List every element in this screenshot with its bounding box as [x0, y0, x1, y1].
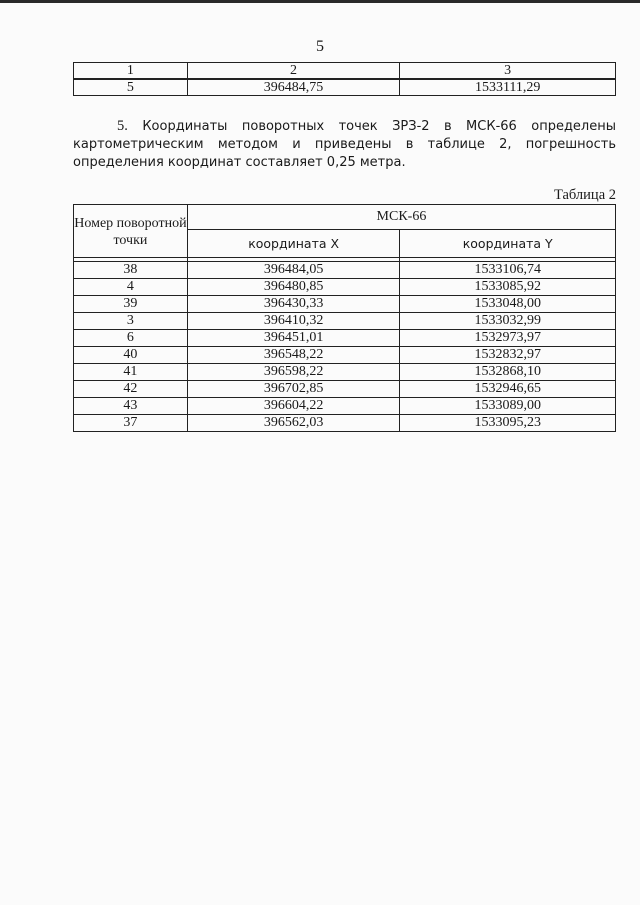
point-number-cell: 42 [74, 381, 188, 398]
column-number-cell: 3 [400, 63, 616, 80]
coordinate-y-cell: 1533111,29 [400, 79, 616, 96]
coordinate-x-cell: 396430,33 [187, 296, 400, 313]
paragraph-text: Координаты поворотных точек ЗРЗ-2 в МСК-66 определены картометрическим методом и приведены в таблице 2, погрешность определения координат составляет 0,25 метра. [73, 119, 616, 170]
header-coordinate-x: координата X [187, 230, 400, 258]
header-coordinate-system: МСК-66 [187, 205, 615, 230]
paragraph-number: 5. [117, 118, 128, 134]
column-number-cell: 1 [74, 63, 188, 80]
point-number-cell: 38 [74, 262, 188, 279]
coordinate-x-cell: 396451,01 [187, 330, 400, 347]
table-header-row [74, 63, 616, 80]
coordinate-y-cell: 1533089,00 [400, 398, 616, 415]
point-number-cell: 39 [74, 296, 188, 313]
coordinate-y-cell: 1533095,23 [400, 415, 616, 432]
point-number-cell: 43 [74, 398, 188, 415]
table-row [74, 262, 616, 279]
point-number-cell: 37 [74, 415, 188, 432]
table-row [74, 79, 616, 96]
coordinates-table [73, 204, 616, 432]
coordinate-x-cell: 396410,32 [187, 313, 400, 330]
coordinate-y-cell: 1533085,92 [400, 279, 616, 296]
header-point-number: Номер поворотной точки [74, 205, 188, 258]
point-number-cell: 5 [74, 79, 188, 96]
table-continuation [73, 62, 616, 96]
coordinate-y-cell: 1533106,74 [400, 262, 616, 279]
table-row [74, 364, 616, 381]
coordinate-x-cell: 396480,85 [187, 279, 400, 296]
coordinate-y-cell: 1532832,97 [400, 347, 616, 364]
table-row [74, 313, 616, 330]
coordinate-x-cell: 396548,22 [187, 347, 400, 364]
table-row [74, 296, 616, 313]
table-row [74, 415, 616, 432]
table-row [74, 330, 616, 347]
point-number-cell: 3 [74, 313, 188, 330]
header-coordinate-y: координата Y [400, 230, 616, 258]
coordinate-x-cell: 396484,05 [187, 262, 400, 279]
point-number-cell: 40 [74, 347, 188, 364]
page-number: 5 [316, 38, 324, 55]
coordinate-x-cell: 396562,03 [187, 415, 400, 432]
table-row [74, 347, 616, 364]
coordinate-x-cell: 396484,75 [187, 79, 400, 96]
coordinate-x-cell: 396604,22 [187, 398, 400, 415]
paragraph-5 [73, 117, 616, 172]
table-row [74, 279, 616, 296]
coordinate-y-cell: 1533032,99 [400, 313, 616, 330]
table-row [74, 398, 616, 415]
coordinates-table-body [74, 262, 616, 432]
point-number-cell: 6 [74, 330, 188, 347]
table-row [74, 381, 616, 398]
table-caption: Таблица 2 [553, 187, 616, 203]
coordinate-x-cell: 396598,22 [187, 364, 400, 381]
column-number-cell: 2 [187, 63, 400, 80]
point-number-cell: 41 [74, 364, 188, 381]
coordinate-y-cell: 1532973,97 [400, 330, 616, 347]
scan-edge [0, 0, 640, 3]
coordinate-x-cell: 396702,85 [187, 381, 400, 398]
coordinate-y-cell: 1532868,10 [400, 364, 616, 381]
point-number-cell: 4 [74, 279, 188, 296]
coordinate-y-cell: 1533048,00 [400, 296, 616, 313]
coordinate-y-cell: 1532946,65 [400, 381, 616, 398]
